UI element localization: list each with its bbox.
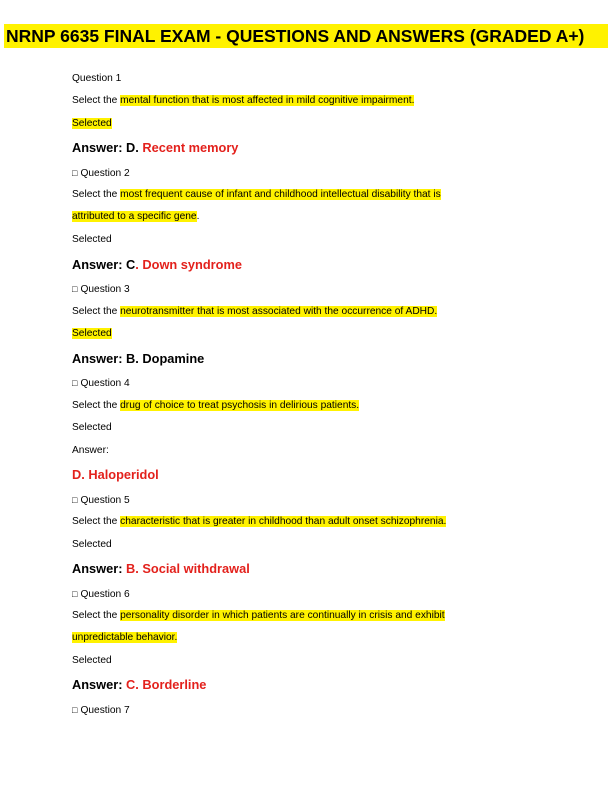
highlighted-text: unpredictable behavior. bbox=[72, 632, 178, 643]
question-5-answer: Answer: B. Social withdrawal bbox=[72, 561, 250, 576]
checkbox-glyph-icon: □ bbox=[72, 495, 78, 505]
question-2-prompt-line-2: attributed to a specific gene. bbox=[72, 211, 200, 222]
question-3-label: □ Question 3 bbox=[72, 284, 130, 295]
question-1-label: Question 1 bbox=[72, 73, 122, 84]
question-7-label: □ Question 7 bbox=[72, 705, 130, 716]
question-2-label: □ Question 2 bbox=[72, 168, 130, 179]
question-1-answer: Answer: D. Recent memory bbox=[72, 140, 239, 155]
highlighted-text: drug of choice to treat psychosis in delirious patients. bbox=[120, 400, 360, 411]
question-4-answer-label: Answer: bbox=[72, 445, 109, 456]
question-6-prompt-line-1: Select the personality disorder in which patients are continually in crisis and exhibit bbox=[72, 610, 445, 621]
question-5-status: Selected bbox=[72, 539, 112, 550]
checkbox-glyph-icon: □ bbox=[72, 284, 78, 294]
question-1-status: Selected bbox=[72, 118, 112, 129]
question-2-status: Selected bbox=[72, 234, 112, 245]
question-4-label: □ Question 4 bbox=[72, 378, 130, 389]
question-1-prompt: Select the mental function that is most affected in mild cognitive impairment. bbox=[72, 95, 415, 106]
question-2-prompt-line-1: Select the most frequent cause of infant and childhood intellectual disability that is bbox=[72, 189, 441, 200]
highlighted-text: personality disorder in which patients are continually in crisis and exhibit bbox=[120, 610, 445, 621]
question-4-status: Selected bbox=[72, 422, 112, 433]
question-4-prompt: Select the drug of choice to treat psychosis in delirious patients. bbox=[72, 400, 360, 411]
question-6-status: Selected bbox=[72, 655, 112, 666]
question-6-prompt-line-2 bbox=[72, 631, 177, 645]
question-5-prompt: Select the characteristic that is greater in childhood than adult onset schizophrenia. bbox=[72, 516, 447, 527]
highlighted-text: neurotransmitter that is most associated with the occurrence of ADHD. bbox=[120, 306, 438, 317]
highlighted-text: mental function that is most affected in mild cognitive impairment. bbox=[120, 95, 415, 106]
checkbox-glyph-icon: □ bbox=[72, 378, 78, 388]
highlighted-text: characteristic that is greater in childhood than adult onset schizophrenia. bbox=[120, 516, 447, 527]
highlighted-text: most frequent cause of infant and childhood intellectual disability that is bbox=[120, 189, 441, 200]
question-3-status: Selected bbox=[72, 328, 112, 339]
checkbox-glyph-icon: □ bbox=[72, 705, 78, 715]
checkbox-glyph-icon: □ bbox=[72, 589, 78, 599]
question-2-answer: Answer: C. Down syndrome bbox=[72, 257, 242, 272]
highlighted-text: attributed to a specific gene bbox=[72, 211, 197, 222]
question-4-answer: D. Haloperidol bbox=[72, 467, 159, 482]
page-title: NRNP 6635 FINAL EXAM - QUESTIONS AND ANSWERS (GRADED A+) bbox=[6, 26, 585, 46]
question-6-label: □ Question 6 bbox=[72, 589, 130, 600]
question-3-prompt: Select the neurotransmitter that is most associated with the occurrence of ADHD. bbox=[72, 306, 438, 317]
question-5-label: □ Question 5 bbox=[72, 495, 130, 506]
checkbox-glyph-icon: □ bbox=[72, 168, 78, 178]
question-6-answer: Answer: C. Borderline bbox=[72, 677, 207, 692]
question-3-answer: Answer: B. Dopamine bbox=[72, 351, 205, 366]
